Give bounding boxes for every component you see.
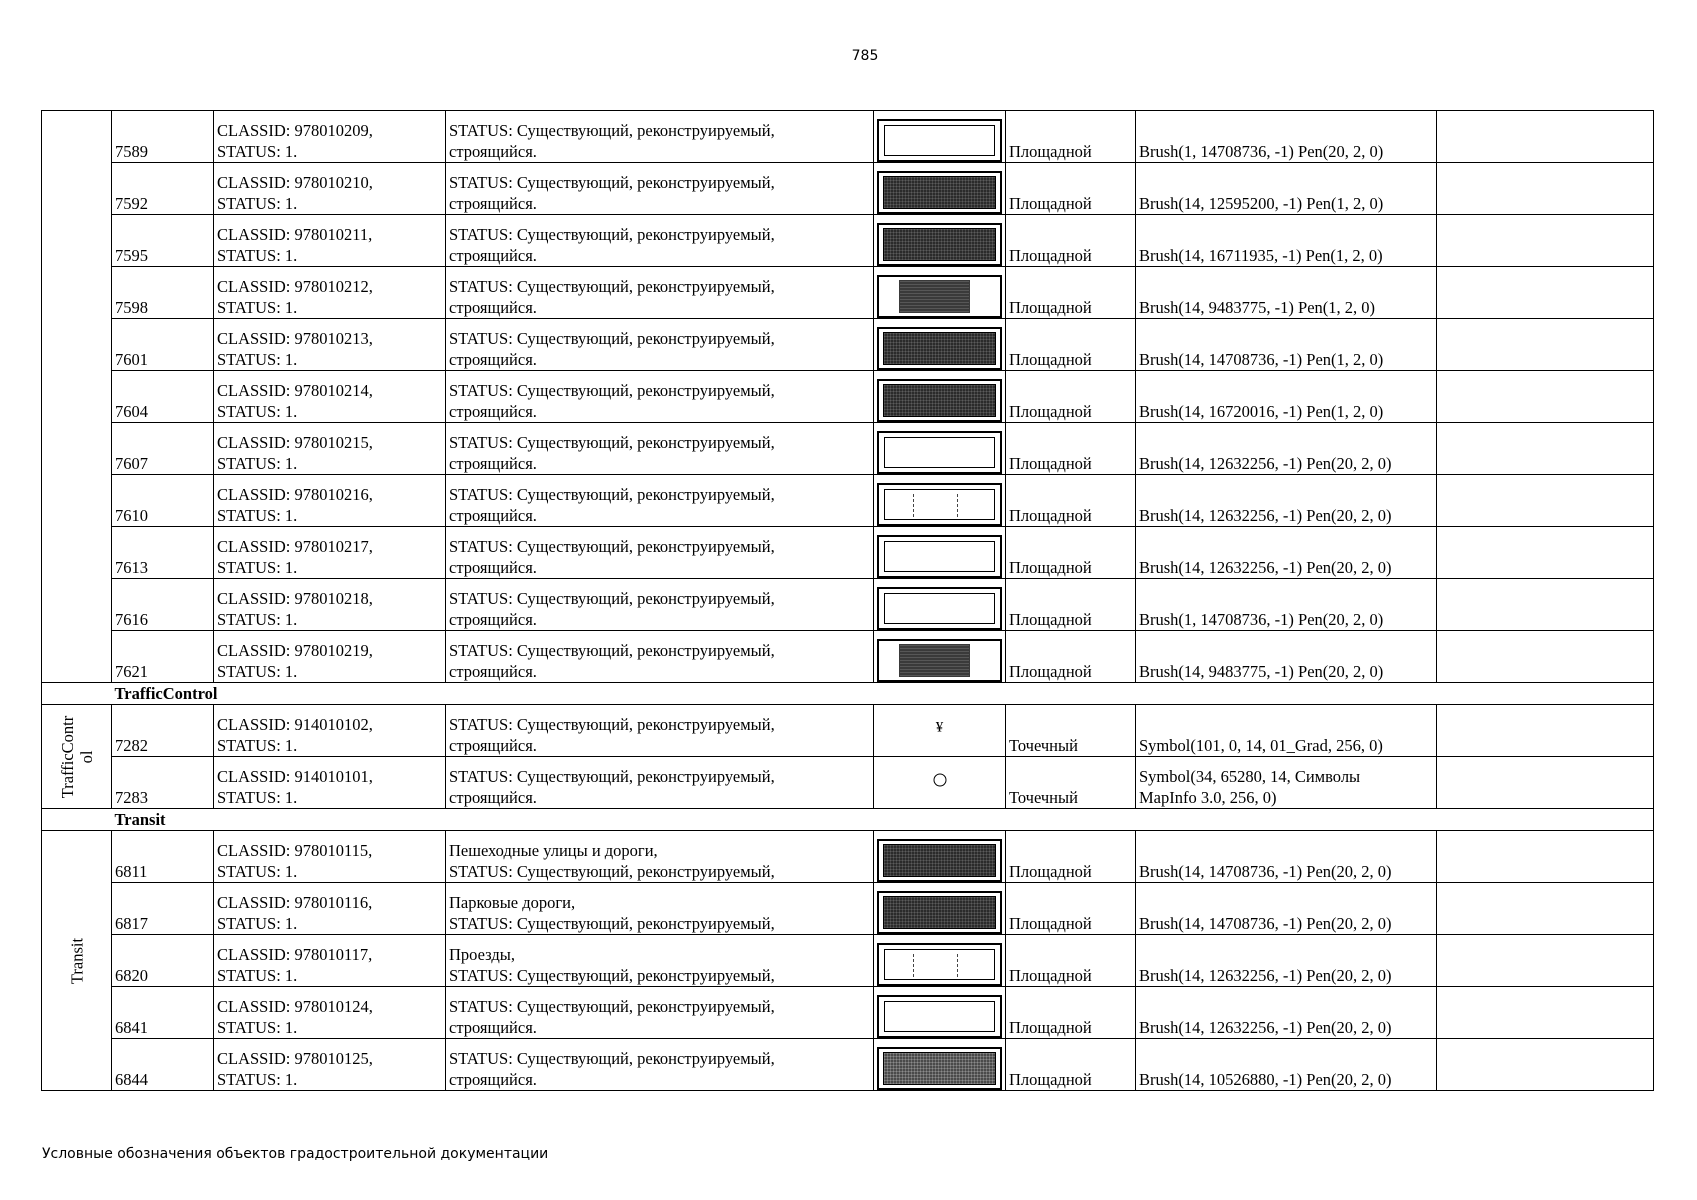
- style-cell: Brush(14, 9483775, -1) Pen(20, 2, 0): [1136, 631, 1437, 683]
- description-cell: Проезды, STATUS: Существующий, реконструируемый,: [446, 935, 874, 987]
- empty-cell: [1437, 1039, 1654, 1091]
- symbol-cell: [874, 319, 1006, 371]
- symbol-cell: [874, 705, 1006, 757]
- point-symbol-icon: ¥: [935, 719, 944, 736]
- symbol-cell: [874, 1039, 1006, 1091]
- code-cell: 6811: [112, 831, 214, 883]
- description-cell: STATUS: Существующий, реконструируемый, строящийся.: [446, 111, 874, 163]
- type-cell: Площадной: [1006, 423, 1136, 475]
- table-row: [42, 883, 1654, 935]
- code-cell: 7610: [112, 475, 214, 527]
- code-cell: 6844: [112, 1039, 214, 1091]
- classid-cell: CLASSID: 978010116, STATUS: 1.: [214, 883, 446, 935]
- classid-cell: CLASSID: 978010115, STATUS: 1.: [214, 831, 446, 883]
- area-swatch: [883, 228, 996, 261]
- area-swatch: [884, 437, 995, 468]
- classid-cell: CLASSID: 978010211, STATUS: 1.: [214, 215, 446, 267]
- description-cell: STATUS: Существующий, реконструируемый, строящийся.: [446, 705, 874, 757]
- style-cell: Brush(14, 14708736, -1) Pen(1, 2, 0): [1136, 319, 1437, 371]
- description-cell: STATUS: Существующий, реконструируемый, строящийся.: [446, 215, 874, 267]
- empty-cell: [1437, 163, 1654, 215]
- description-cell: STATUS: Существующий, реконструируемый, строящийся.: [446, 987, 874, 1039]
- description-cell: Пешеходные улицы и дороги, STATUS: Существующий, реконструируемый,: [446, 831, 874, 883]
- code-cell: 7601: [112, 319, 214, 371]
- empty-cell: [1437, 475, 1654, 527]
- code-cell: 7598: [112, 267, 214, 319]
- empty-cell: [1437, 987, 1654, 1039]
- code-cell: 7592: [112, 163, 214, 215]
- empty-cell: [1437, 527, 1654, 579]
- empty-cell: [1437, 319, 1654, 371]
- style-cell: Brush(14, 12632256, -1) Pen(20, 2, 0): [1136, 475, 1437, 527]
- symbol-cell: [874, 883, 1006, 935]
- classid-cell: CLASSID: 978010124, STATUS: 1.: [214, 987, 446, 1039]
- code-cell: 6817: [112, 883, 214, 935]
- classid-cell: CLASSID: 978010214, STATUS: 1.: [214, 371, 446, 423]
- area-swatch: [883, 332, 996, 365]
- code-cell: 7607: [112, 423, 214, 475]
- table-row: [42, 215, 1654, 267]
- area-swatch: [884, 1001, 995, 1032]
- empty-cell: [1437, 579, 1654, 631]
- classid-cell: CLASSID: 978010117, STATUS: 1.: [214, 935, 446, 987]
- code-cell: 6820: [112, 935, 214, 987]
- area-swatch: [884, 949, 995, 980]
- style-cell: Brush(14, 9483775, -1) Pen(1, 2, 0): [1136, 267, 1437, 319]
- area-swatch: [883, 384, 996, 417]
- style-cell: Brush(14, 12632256, -1) Pen(20, 2, 0): [1136, 987, 1437, 1039]
- style-cell: Brush(14, 14708736, -1) Pen(20, 2, 0): [1136, 831, 1437, 883]
- type-cell: Площадной: [1006, 319, 1136, 371]
- type-cell: Площадной: [1006, 935, 1136, 987]
- style-cell: Symbol(101, 0, 14, 01_Grad, 256, 0): [1136, 705, 1437, 757]
- description-cell: STATUS: Существующий, реконструируемый, строящийся.: [446, 527, 874, 579]
- empty-cell: [1437, 631, 1654, 683]
- type-cell: Площадной: [1006, 579, 1136, 631]
- description-cell: STATUS: Существующий, реконструируемый, строящийся.: [446, 1039, 874, 1091]
- area-swatch: [883, 176, 996, 209]
- table-row: [42, 163, 1654, 215]
- description-cell: STATUS: Существующий, реконструируемый, строящийся.: [446, 267, 874, 319]
- classid-cell: CLASSID: 978010213, STATUS: 1.: [214, 319, 446, 371]
- table-row: [42, 579, 1654, 631]
- table-row: [42, 371, 1654, 423]
- description-cell: STATUS: Существующий, реконструируемый, строящийся.: [446, 579, 874, 631]
- empty-cell: [1437, 757, 1654, 809]
- symbol-cell: [874, 757, 1006, 809]
- description-cell: STATUS: Существующий, реконструируемый, строящийся.: [446, 423, 874, 475]
- description-cell: STATUS: Существующий, реконструируемый, строящийся.: [446, 757, 874, 809]
- symbol-cell: [874, 987, 1006, 1039]
- classid-cell: CLASSID: 978010216, STATUS: 1.: [214, 475, 446, 527]
- footer-caption: Условные обозначения объектов градостроительной документации: [42, 1146, 549, 1162]
- table-row: [42, 527, 1654, 579]
- symbol-cell: [874, 423, 1006, 475]
- classid-cell: CLASSID: 978010215, STATUS: 1.: [214, 423, 446, 475]
- type-cell: Площадной: [1006, 1039, 1136, 1091]
- style-cell: Brush(14, 12632256, -1) Pen(20, 2, 0): [1136, 423, 1437, 475]
- circle-symbol-icon: [933, 773, 946, 786]
- group-header-blank: [42, 683, 112, 705]
- style-cell: Brush(14, 16711935, -1) Pen(1, 2, 0): [1136, 215, 1437, 267]
- empty-cell: [1437, 935, 1654, 987]
- symbol-cell: [874, 935, 1006, 987]
- style-cell: Brush(14, 16720016, -1) Pen(1, 2, 0): [1136, 371, 1437, 423]
- group-header-traffic-control: TrafficControl: [112, 683, 1654, 705]
- type-cell: Площадной: [1006, 631, 1136, 683]
- classid-cell: CLASSID: 914010101, STATUS: 1.: [214, 757, 446, 809]
- table-row: [42, 831, 1654, 883]
- legend-table: [41, 110, 1654, 1091]
- symbol-cell: [874, 215, 1006, 267]
- group-header-row: [42, 683, 1654, 705]
- group-header-transit: Transit: [112, 809, 1654, 831]
- type-cell: Площадной: [1006, 475, 1136, 527]
- classid-cell: CLASSID: 978010219, STATUS: 1.: [214, 631, 446, 683]
- type-cell: Точечный: [1006, 705, 1136, 757]
- code-cell: 6841: [112, 987, 214, 1039]
- code-cell: 7589: [112, 111, 214, 163]
- page-number: 785: [851, 48, 879, 64]
- type-cell: Площадной: [1006, 831, 1136, 883]
- classid-cell: CLASSID: 978010210, STATUS: 1.: [214, 163, 446, 215]
- table-row: [42, 475, 1654, 527]
- table-row: [42, 111, 1654, 163]
- type-cell: Площадной: [1006, 267, 1136, 319]
- classid-cell: CLASSID: 978010218, STATUS: 1.: [214, 579, 446, 631]
- empty-cell: [1437, 371, 1654, 423]
- style-cell: Brush(14, 12595200, -1) Pen(1, 2, 0): [1136, 163, 1437, 215]
- area-swatch: [884, 541, 995, 572]
- classid-cell: CLASSID: 978010209, STATUS: 1.: [214, 111, 446, 163]
- empty-cell: [1437, 423, 1654, 475]
- symbol-cell: [874, 163, 1006, 215]
- style-cell: Brush(14, 12632256, -1) Pen(20, 2, 0): [1136, 935, 1437, 987]
- area-swatch: [899, 644, 970, 677]
- area-swatch: [899, 280, 970, 313]
- code-cell: 7282: [112, 705, 214, 757]
- symbol-cell: [874, 475, 1006, 527]
- symbol-cell: [874, 527, 1006, 579]
- group-label-traffic-control: TrafficContr ol: [42, 705, 112, 809]
- table-row: [42, 1039, 1654, 1091]
- style-cell: Brush(14, 12632256, -1) Pen(20, 2, 0): [1136, 527, 1437, 579]
- group-header-blank: [42, 809, 112, 831]
- empty-cell: [1437, 111, 1654, 163]
- table-row: [42, 319, 1654, 371]
- code-cell: 7283: [112, 757, 214, 809]
- empty-cell: [1437, 831, 1654, 883]
- area-swatch: [883, 844, 996, 877]
- symbol-cell: [874, 631, 1006, 683]
- type-cell: Площадной: [1006, 215, 1136, 267]
- type-cell: Площадной: [1006, 111, 1136, 163]
- symbol-cell: [874, 371, 1006, 423]
- code-cell: 7604: [112, 371, 214, 423]
- type-cell: Площадной: [1006, 987, 1136, 1039]
- code-cell: 7613: [112, 527, 214, 579]
- empty-cell: [1437, 215, 1654, 267]
- description-cell: STATUS: Существующий, реконструируемый, строящийся.: [446, 163, 874, 215]
- description-cell: STATUS: Существующий, реконструируемый, строящийся.: [446, 631, 874, 683]
- classid-cell: CLASSID: 978010212, STATUS: 1.: [214, 267, 446, 319]
- symbol-cell: [874, 267, 1006, 319]
- type-cell: Точечный: [1006, 757, 1136, 809]
- area-swatch: [883, 896, 996, 929]
- table-row: [42, 935, 1654, 987]
- symbol-cell: [874, 579, 1006, 631]
- type-cell: Площадной: [1006, 883, 1136, 935]
- empty-cell: [1437, 705, 1654, 757]
- table-row: [42, 423, 1654, 475]
- empty-cell: [1437, 883, 1654, 935]
- classid-cell: CLASSID: 978010217, STATUS: 1.: [214, 527, 446, 579]
- group-cell: [42, 111, 112, 683]
- style-cell: Brush(1, 14708736, -1) Pen(20, 2, 0): [1136, 579, 1437, 631]
- symbol-cell: [874, 831, 1006, 883]
- area-swatch: [884, 593, 995, 624]
- type-cell: Площадной: [1006, 163, 1136, 215]
- table-row: [42, 631, 1654, 683]
- type-cell: Площадной: [1006, 527, 1136, 579]
- style-cell: Brush(14, 14708736, -1) Pen(20, 2, 0): [1136, 883, 1437, 935]
- code-cell: 7595: [112, 215, 214, 267]
- classid-cell: CLASSID: 978010125, STATUS: 1.: [214, 1039, 446, 1091]
- area-swatch: [884, 489, 995, 520]
- empty-cell: [1437, 267, 1654, 319]
- group-label-transit: Transit: [42, 831, 112, 1091]
- type-cell: Площадной: [1006, 371, 1136, 423]
- style-cell: Brush(14, 10526880, -1) Pen(20, 2, 0): [1136, 1039, 1437, 1091]
- table-row: [42, 267, 1654, 319]
- description-cell: STATUS: Существующий, реконструируемый, строящийся.: [446, 371, 874, 423]
- description-cell: STATUS: Существующий, реконструируемый, строящийся.: [446, 319, 874, 371]
- description-cell: Парковые дороги, STATUS: Существующий, реконструируемый,: [446, 883, 874, 935]
- symbol-cell: [874, 111, 1006, 163]
- code-cell: 7621: [112, 631, 214, 683]
- style-cell: Symbol(34, 65280, 14, Символы MapInfo 3.0, 256, 0): [1136, 757, 1437, 809]
- table-row: [42, 987, 1654, 1039]
- table-row: [42, 757, 1654, 809]
- description-cell: STATUS: Существующий, реконструируемый, строящийся.: [446, 475, 874, 527]
- group-header-row: [42, 809, 1654, 831]
- area-swatch: [884, 125, 995, 156]
- area-swatch: [883, 1052, 996, 1085]
- code-cell: 7616: [112, 579, 214, 631]
- table-row: [42, 705, 1654, 757]
- classid-cell: CLASSID: 914010102, STATUS: 1.: [214, 705, 446, 757]
- style-cell: Brush(1, 14708736, -1) Pen(20, 2, 0): [1136, 111, 1437, 163]
